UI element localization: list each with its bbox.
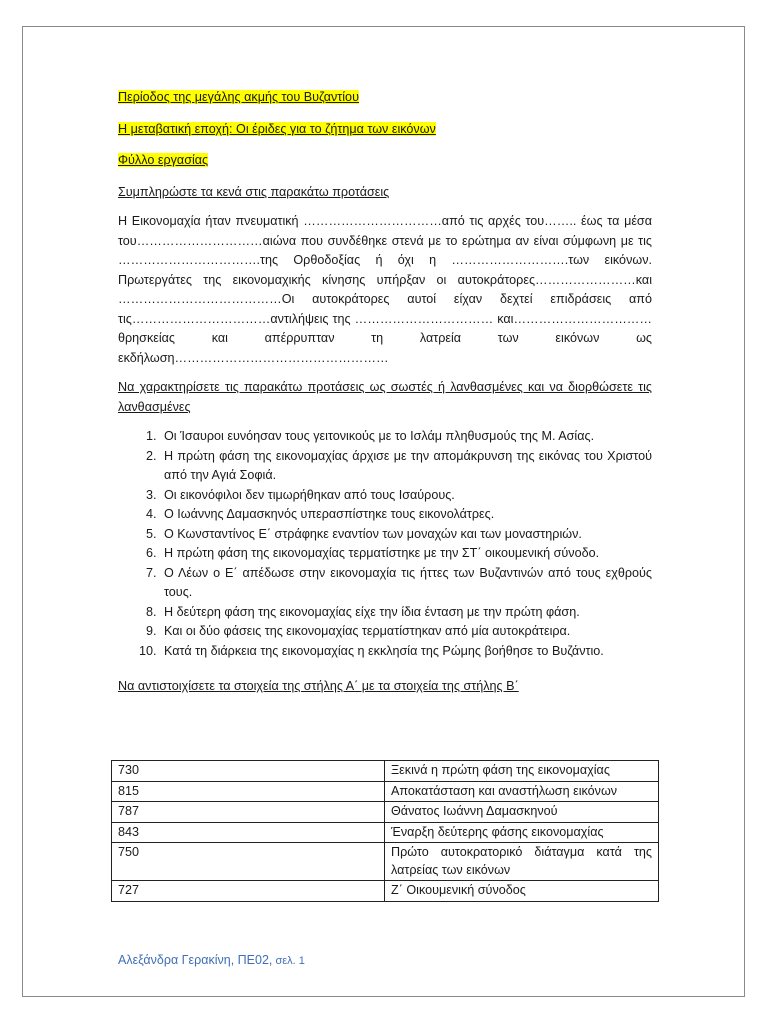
table-row <box>112 843 659 881</box>
title-period: Περίοδος της μεγάλης ακμής του Βυζαντίου <box>118 90 359 104</box>
column-b-cell: Θάνατος Ιωάννη Δαμασκηνού <box>385 802 659 823</box>
column-a-cell: 787 <box>112 802 385 823</box>
column-b-cell: Πρώτο αυτοκρατορικό διάταγμα κατά της λατρείας των εικόνων <box>385 843 659 881</box>
section3-heading: Να αντιστοιχίσετε τα στοιχεία της στήλης Α΄ με τα στοιχεία της στήλης Β΄ <box>118 679 519 693</box>
matching-table <box>111 760 659 902</box>
footer-page-number: σελ. 1 <box>272 955 305 967</box>
list-item: 9. Και οι δύο φάσεις της εικονομαχίας τερματίστηκαν από μία αυτοκράτειρα. <box>160 622 652 642</box>
list-item: 4. Ο Ιωάννης Δαμασκηνός υπερασπίστηκε τους εικονολάτρες. <box>160 505 652 525</box>
column-a-cell: 727 <box>112 881 385 902</box>
list-item: 5. Ο Κωνσταντίνος Ε΄ στράφηκε εναντίον των μοναχών και των μοναστηριών. <box>160 525 652 545</box>
column-a-cell: 843 <box>112 822 385 843</box>
list-item: 6. Η πρώτη φάση της εικονομαχίας τερματίστηκε με την ΣΤ΄ οικουμενική σύνοδο. <box>160 544 652 564</box>
section2-heading: Να χαρακτηρίσετε τις παρακάτω προτάσεις ως σωστές ή λανθασμένες και να διορθώσετε τις λανθασμένες <box>118 380 652 414</box>
column-a-cell: 750 <box>112 843 385 881</box>
section1-heading: Συμπληρώστε τα κενά στις παρακάτω προτάσεις <box>118 184 390 199</box>
column-b-cell: Ξεκινά η πρώτη φάση της εικονομαχίας <box>385 761 659 782</box>
list-item: 10. Κατά τη διάρκεια της εικονομαχίας η εκκλησία της Ρώμης βοήθησε το Βυζάντιο. <box>160 642 652 662</box>
table-row <box>112 802 659 823</box>
list-item: 8. Η δεύτερη φάση της εικονομαχίας είχε την ίδια ένταση με την πρώτη φάση. <box>160 603 652 623</box>
list-item: 2. Η πρώτη φάση της εικονομαχίας άρχισε με την απομάκρυνση της εικόνας του Χριστού από την Αγιά Σοφιά. <box>160 447 652 486</box>
fill-in-paragraph: Η Εικονομαχία ήταν πνευματική ……………………………από τις αρχές του…….. έως τα μέσα του…………………………αιώνα που συνδέθηκε στενά με το ερώτημα αν είναι σύμφωνη με τις …………………………….της Ορθοδοξίας ή όχι η ……………………….των εικόνων. Πρωτεργάτες της εικονομαχικής κίνησης υπήρξαν οι αυτοκράτορες……………………και …………………………………Οι αυτοκράτορες αυτοί είχαν δεχτεί επιδράσεις από τις……………………………αντιλήψεις της …………………………… και……………………………θρησκείας και απέρρυπταν τη λατρεία των εικόνων ως εκδήλωση…………………………………………… <box>118 214 652 365</box>
table-row <box>112 881 659 902</box>
column-b-cell: Έναρξη δεύτερης φάσης εικονομαχίας <box>385 822 659 843</box>
list-item: 1. Οι Ίσαυροι ευνόησαν τους γειτονικούς με το Ισλάμ πληθυσμούς της Μ. Ασίας. <box>160 427 652 447</box>
column-a-cell: 815 <box>112 781 385 802</box>
list-item: 7. Ο Λέων ο Ε΄ απέδωσε στην εικονομαχία τις ήττες των Βυζαντινών από τους εχθρούς τους. <box>160 564 652 603</box>
column-b-cell: Ζ΄ Οικουμενική σύνοδος <box>385 881 659 902</box>
page-footer <box>118 953 305 967</box>
table-row <box>112 781 659 802</box>
true-false-list <box>118 427 652 661</box>
column-b-cell: Αποκατάσταση και αναστήλωση εικόνων <box>385 781 659 802</box>
table-row <box>112 761 659 782</box>
table-row <box>112 822 659 843</box>
footer-author: Αλεξάνδρα Γερακίνη, ΠΕ02, <box>118 953 273 967</box>
list-item: 3. Οι εικονόφιλοι δεν τιμωρήθηκαν από τους Ισαύρους. <box>160 486 652 506</box>
document-body <box>118 88 652 707</box>
title-transition: Η μεταβατική εποχή: Οι έριδες για το ζήτημα των εικόνων <box>118 121 436 136</box>
title-worksheet: Φύλλο εργασίας <box>118 153 209 167</box>
column-a-cell: 730 <box>112 761 385 782</box>
